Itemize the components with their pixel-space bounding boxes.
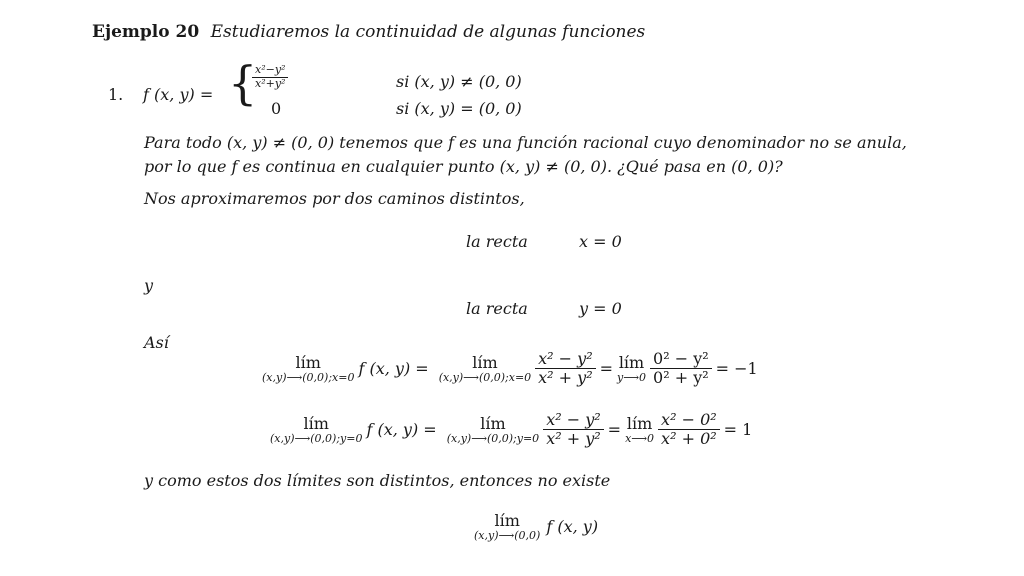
limit-equation-2: lím (x,y)⟶(0,0);y=0 f (x, y) = lím (x,y)⟶(0,0);y=0 $\frac{\text{x² − y²}}{\text{x² + y²}}$ = lím x⟶0 $\frac{\text{x² − 0²}}{\text{x² + 0²}}$ = 1: [270, 410, 753, 449]
limit-fraction: $\frac{\text{x² − 0²}}{\text{x² + 0²}}$: [658, 411, 720, 449]
asi-label: Así: [144, 333, 169, 352]
path-2-equation: y = 0: [579, 299, 622, 318]
limit-operator: lím x⟶0: [625, 414, 655, 445]
case2-condition: si (x, y) = (0, 0): [396, 99, 522, 118]
example-heading: [92, 22, 645, 42]
limit-fraction: $\frac{\text{x² − y²}}{\text{x² + y²}}$: [535, 350, 595, 388]
limit-subscript: (x,y)⟶(0,0);y=0: [270, 431, 363, 445]
limit-fraction: $\frac{\text{x² − y²}}{\text{x² + y²}}$: [543, 411, 603, 449]
paragraph-1-line-1: Para todo (x, y) ≠ (0, 0) tenemos que f es una función racional cuyo denominador no se anula,: [144, 133, 907, 152]
limit-equation-1: lím (x,y)⟶(0,0);x=0 f (x, y) = lím (x,y)⟶(0,0);x=0 $\frac{\text{x² − y²}}{\text{x² + y²}}$ = lím y⟶0 $\frac{\text{0² − y²}}{\text{0² + y²}}$ = −1: [262, 349, 758, 388]
limit-operator: lím (x,y)⟶(0,0);y=0: [446, 414, 540, 445]
function-lhs: f (x, y) =: [143, 85, 214, 104]
conjunction: y: [144, 276, 154, 295]
limit-operator: lím (x,y)⟶(0,0): [474, 511, 541, 542]
limit-subscript: y⟶0: [617, 370, 647, 384]
example-label: Ejemplo 20: [92, 22, 200, 42]
limit-result: = −1: [715, 359, 758, 379]
case2-value: 0: [271, 99, 282, 118]
limit-function: f (x, y) =: [358, 359, 429, 379]
path-1-equation: x = 0: [579, 232, 622, 251]
limit-subscript: (x,y)⟶(0,0);y=0: [446, 431, 540, 445]
limit-operator: lím y⟶0: [617, 353, 647, 384]
final-limit: [474, 512, 598, 542]
case1-denominator: x²+y²: [255, 76, 286, 90]
paragraph-2: Nos aproximaremos por dos caminos distintos,: [144, 189, 525, 208]
item-number: 1.: [108, 85, 124, 104]
path-1-label: la recta: [466, 232, 528, 251]
case1-numerator: x²−y²: [252, 64, 288, 78]
limit-result: = 1: [723, 420, 753, 440]
limit-function: f (x, y): [546, 517, 599, 537]
limit-subscript: (x,y)⟶(0,0);x=0: [438, 370, 532, 384]
limit-operator: lím (x,y)⟶(0,0);y=0: [270, 414, 363, 445]
limit-function: f (x, y) =: [366, 420, 437, 440]
limit-subscript: (x,y)⟶(0,0): [474, 528, 541, 542]
case1-fraction: [252, 64, 288, 90]
limit-operator: lím (x,y)⟶(0,0);x=0: [262, 353, 355, 384]
path-2-label: la recta: [466, 299, 528, 318]
paragraph-1-line-2: por lo que f es continua en cualquier punto (x, y) ≠ (0, 0). ¿Qué pasa en (0, 0)?: [144, 157, 783, 176]
limit-subscript: (x,y)⟶(0,0);x=0: [262, 370, 355, 384]
limit-subscript: x⟶0: [625, 431, 655, 445]
conclusion-text: y como estos dos límites son distintos, entonces no existe: [144, 471, 611, 490]
piecewise-brace: {: [228, 56, 258, 110]
case1-condition: si (x, y) ≠ (0, 0): [396, 72, 522, 91]
limit-operator: lím (x,y)⟶(0,0);x=0: [438, 353, 532, 384]
limit-fraction: $\frac{\text{0² − y²}}{\text{0² + y²}}$: [650, 350, 712, 388]
example-title: Estudiaremos la continuidad de algunas funciones: [210, 22, 646, 42]
